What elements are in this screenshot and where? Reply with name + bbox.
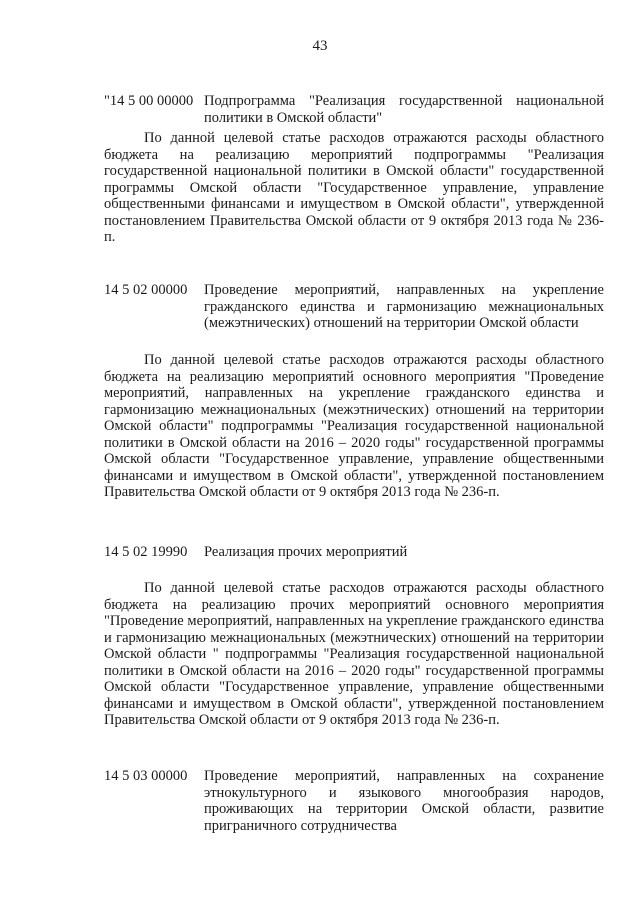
section-title: Подпрограмма "Реализация государственной национальной политики в Омской области": [204, 93, 604, 126]
budget-code: 14 5 02 19990: [104, 544, 188, 560]
section-description: По данной целевой статье расходов отражаются расходы областного бюджета на реализацию мероприятий основного мероприятия "Проведение мероприятий, направленных на укрепление гражданского единства и гармонизацию межнациональных (межэтнических) отношений на территории Омской области" подпрограммы "Реализация государственной национальной политики в Омской области на 2016 – 2020 годы" государственной программы Омской области "Государственное управление, управление общественными финансами и имуществом в Омской области", утвержденной постановлением Правительства Омской области от 9 октября 2013 года № 236-п.: [104, 352, 604, 500]
section-description: По данной целевой статье расходов отражаются расходы областного бюджета на реализацию прочих мероприятий основного мероприятия "Проведение мероприятий, направленных на укрепление гражданского единства и гармонизацию межнациональных (межэтнических) отношений на территории Омской области " подпрограммы "Реализация государственной национальной политики в Омской области на 2016 – 2020 годы" государственной программы Омской области "Государственное управление, управление общественными финансами и имуществом в Омской области", утвержденной постановлением Правительства Омской области от 9 октября 2013 года № 236-п.: [104, 580, 604, 728]
page-number: 43: [312, 38, 328, 54]
budget-code: 14 5 03 00000: [104, 768, 188, 784]
section-heading-14-5-02-19990: [104, 544, 604, 561]
section-heading-14-5-00: [104, 93, 604, 126]
budget-code: "14 5 00 00000: [104, 93, 194, 109]
section-title: Проведение мероприятий, направленных на сохранение этнокультурного и языкового многообразия народов, проживающих на территории Омской области, развитие приграничного сотрудничества: [204, 768, 604, 834]
budget-code: 14 5 02 00000: [104, 282, 188, 298]
section-heading-14-5-03: [104, 768, 604, 834]
section-description: По данной целевой статье расходов отражаются расходы областного бюджета на реализацию мероприятий подпрограммы "Реализация государственной национальной политики в Омской области" государственной программы Омской области "Государственное управление, управление общественными финансами и имуществом в Омской области", утвержденной постановлением Правительства Омской области от 9 октября 2013 года № 236-п.: [104, 130, 604, 245]
section-title: Проведение мероприятий, направленных на укрепление гражданского единства и гармонизацию межнациональных (межэтнических) отношений на территории Омской области: [204, 282, 604, 331]
section-heading-14-5-02: [104, 282, 604, 332]
section-title: Реализация прочих мероприятий: [204, 544, 408, 560]
